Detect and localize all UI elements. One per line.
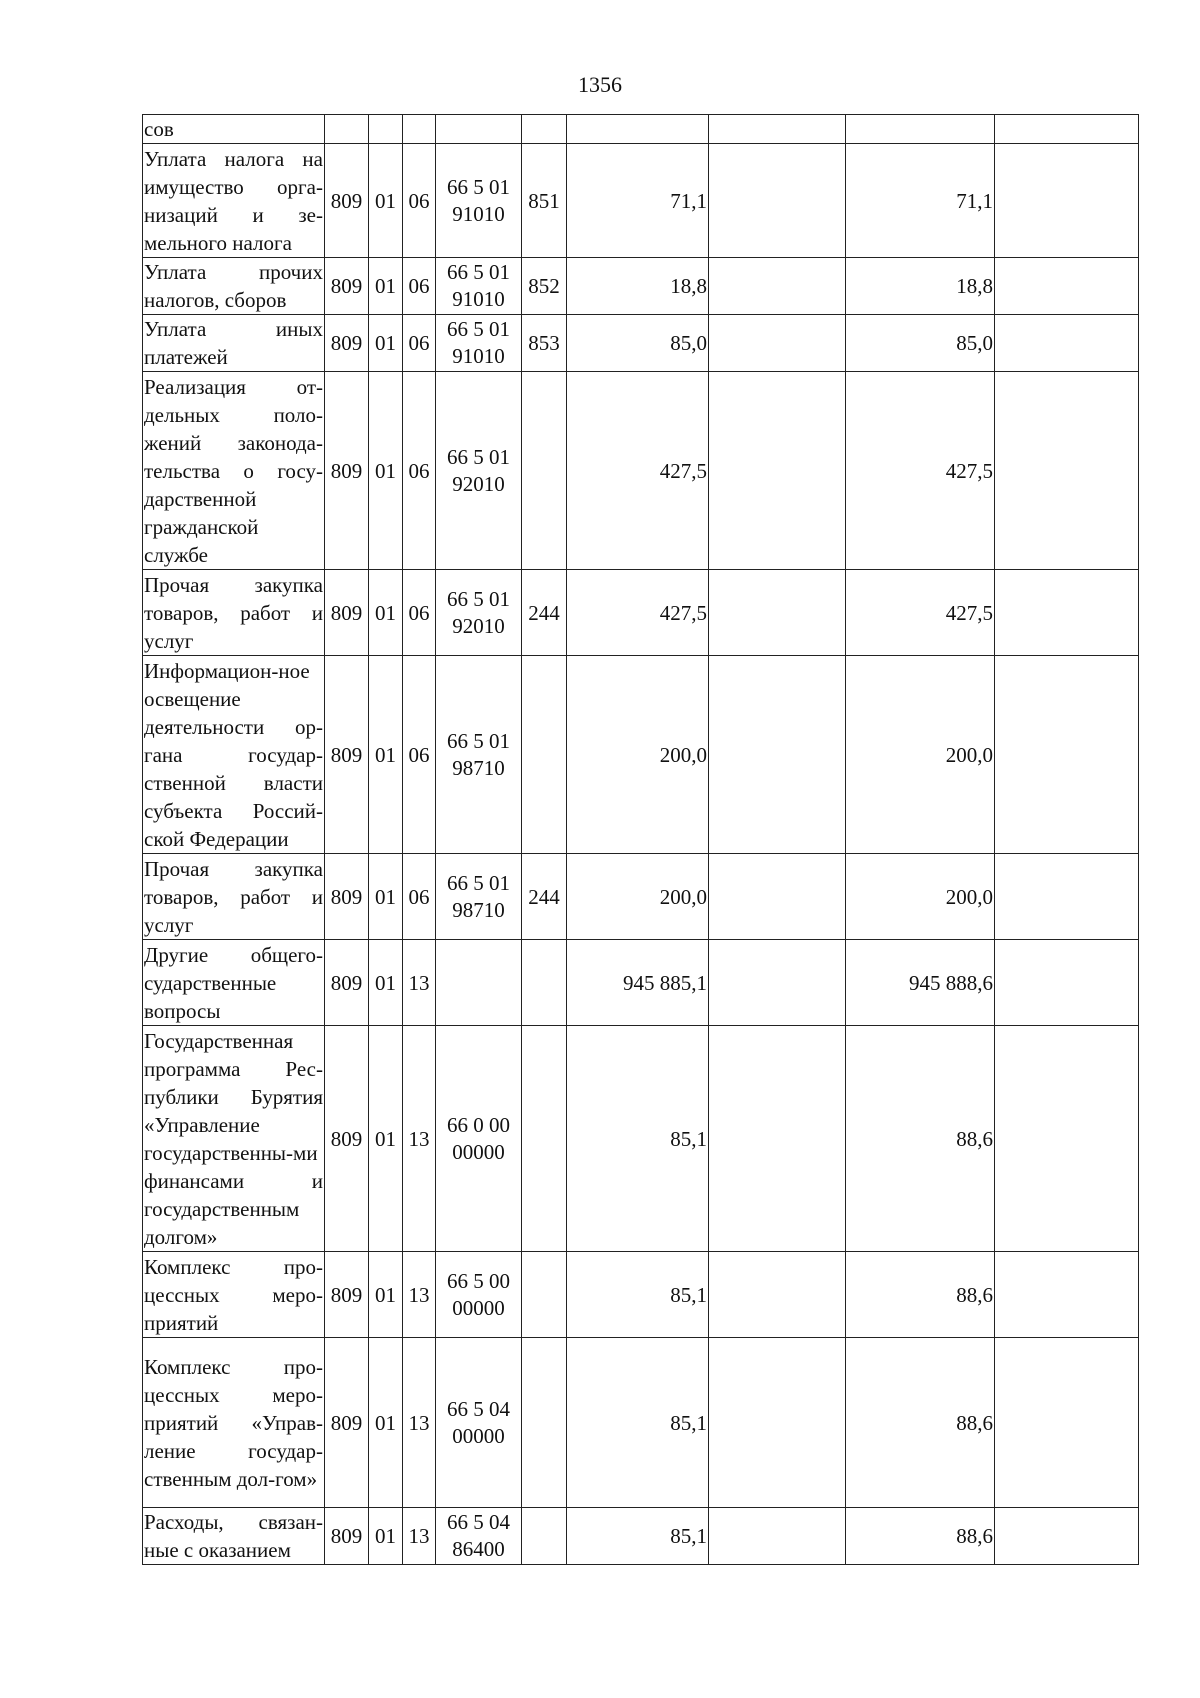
amount-4 [995,315,1139,372]
section-code: 01 [369,656,403,854]
admin-code: 809 [325,940,369,1026]
amount-4 [995,940,1139,1026]
line-item-name: Прочая закупка товаров, работ и услуг [143,854,325,940]
amount-1: 85,1 [567,1026,709,1252]
amount-2 [709,1252,846,1338]
section-code: 01 [369,940,403,1026]
amount-4 [995,372,1139,570]
amount-3: 85,0 [846,315,995,372]
amount-3: 200,0 [846,854,995,940]
section-code: 01 [369,372,403,570]
subsection-code: 13 [403,1508,436,1565]
admin-code: 809 [325,1252,369,1338]
amount-4 [995,144,1139,258]
table-row [143,144,1139,258]
amount-1 [567,115,709,144]
target-article-code: 66 5 01 91010 [436,315,522,372]
admin-code: 809 [325,372,369,570]
admin-code: 809 [325,570,369,656]
table-row [143,258,1139,315]
amount-4 [995,1026,1139,1252]
amount-4 [995,1508,1139,1565]
amount-2 [709,656,846,854]
line-item-name: сов [143,115,325,144]
section-code: 01 [369,1252,403,1338]
section-code: 01 [369,570,403,656]
admin-code: 809 [325,144,369,258]
line-item-name: Другие общего-сударственные вопросы [143,940,325,1026]
table-row [143,372,1139,570]
amount-2 [709,940,846,1026]
line-item-name: Комплекс про-цессных меро-приятий «Управ-ление государ-ственным дол-гом» [143,1338,325,1508]
line-item-name: Комплекс про-цессных меро-приятий [143,1252,325,1338]
table-row [143,940,1139,1026]
target-article-code: 66 5 01 91010 [436,258,522,315]
amount-2 [709,1026,846,1252]
table-row [143,1508,1139,1565]
subsection-code: 13 [403,1338,436,1508]
admin-code: 809 [325,1026,369,1252]
amount-4 [995,854,1139,940]
amount-2 [709,258,846,315]
subsection-code: 06 [403,570,436,656]
line-item-name: Информацион-ное освещение деятельности ор-гана государ-ственной власти субъекта Россий-ской Федерации [143,656,325,854]
amount-1: 427,5 [567,372,709,570]
expense-type-code [522,1508,567,1565]
expense-type-code [522,372,567,570]
subsection-code: 13 [403,1252,436,1338]
target-article-code: 66 0 00 00000 [436,1026,522,1252]
line-item-name: Государственная программа Рес-публики Бурятия «Управление государственны-ми финансами и государственным долгом» [143,1026,325,1252]
section-code: 01 [369,144,403,258]
amount-2 [709,570,846,656]
amount-3: 88,6 [846,1338,995,1508]
amount-3: 945 888,6 [846,940,995,1026]
amount-2 [709,1508,846,1565]
target-article-code: 66 5 01 98710 [436,656,522,854]
admin-code: 809 [325,1508,369,1565]
section-code: 01 [369,854,403,940]
amount-1: 427,5 [567,570,709,656]
target-article-code [436,940,522,1026]
line-item-name: Прочая закупка товаров, работ и услуг [143,570,325,656]
subsection-code: 06 [403,372,436,570]
table-row [143,1026,1139,1252]
section-code: 01 [369,1508,403,1565]
amount-2 [709,315,846,372]
line-item-name: Уплата прочих налогов, сборов [143,258,325,315]
amount-3: 200,0 [846,656,995,854]
amount-1: 945 885,1 [567,940,709,1026]
amount-3: 88,6 [846,1252,995,1338]
admin-code: 809 [325,656,369,854]
expense-type-code [522,1338,567,1508]
amount-1: 71,1 [567,144,709,258]
amount-4 [995,115,1139,144]
amount-4 [995,1338,1139,1508]
amount-1: 85,1 [567,1508,709,1565]
section-code: 01 [369,1026,403,1252]
amount-1: 18,8 [567,258,709,315]
amount-4 [995,258,1139,315]
target-article-code: 66 5 01 92010 [436,372,522,570]
amount-4 [995,656,1139,854]
target-article-code: 66 5 01 91010 [436,144,522,258]
amount-3: 88,6 [846,1026,995,1252]
amount-3 [846,115,995,144]
amount-1: 85,1 [567,1252,709,1338]
line-item-name: Реализация от-дельных поло-жений законода-тельства о госу-дарственной гражданской службе [143,372,325,570]
expense-type-code [522,115,567,144]
expense-type-code: 244 [522,854,567,940]
subsection-code: 06 [403,656,436,854]
amount-3: 88,6 [846,1508,995,1565]
subsection-code: 06 [403,144,436,258]
admin-code: 809 [325,315,369,372]
target-article-code: 66 5 04 00000 [436,1338,522,1508]
amount-2 [709,115,846,144]
expense-type-code: 851 [522,144,567,258]
admin-code: 809 [325,258,369,315]
expense-type-code [522,656,567,854]
amount-3: 71,1 [846,144,995,258]
subsection-code [403,115,436,144]
table-row [143,1252,1139,1338]
expense-type-code: 244 [522,570,567,656]
expense-type-code [522,1252,567,1338]
expense-type-code: 852 [522,258,567,315]
line-item-name: Расходы, связан-ные с оказанием [143,1508,325,1565]
amount-4 [995,570,1139,656]
table-row [143,656,1139,854]
budget-table [142,114,1139,1565]
amount-3: 18,8 [846,258,995,315]
amount-1: 85,0 [567,315,709,372]
subsection-code: 06 [403,315,436,372]
amount-3: 427,5 [846,372,995,570]
amount-4 [995,1252,1139,1338]
subsection-code: 06 [403,258,436,315]
subsection-code: 13 [403,1026,436,1252]
amount-1: 200,0 [567,656,709,854]
amount-2 [709,1338,846,1508]
admin-code: 809 [325,1338,369,1508]
section-code [369,115,403,144]
table-row [143,854,1139,940]
amount-1: 85,1 [567,1338,709,1508]
target-article-code: 66 5 04 86400 [436,1508,522,1565]
line-item-name: Уплата иных платежей [143,315,325,372]
expense-type-code [522,1026,567,1252]
admin-code [325,115,369,144]
table-row [143,1338,1139,1508]
table-body [143,115,1139,1565]
subsection-code: 06 [403,854,436,940]
table-row [143,115,1139,144]
section-code: 01 [369,315,403,372]
expense-type-code [522,940,567,1026]
amount-2 [709,854,846,940]
table-row [143,315,1139,372]
amount-1: 200,0 [567,854,709,940]
expense-type-code: 853 [522,315,567,372]
target-article-code: 66 5 01 92010 [436,570,522,656]
subsection-code: 13 [403,940,436,1026]
target-article-code [436,115,522,144]
amount-3: 427,5 [846,570,995,656]
section-code: 01 [369,258,403,315]
page-number: 1356 [578,72,622,97]
amount-2 [709,372,846,570]
section-code: 01 [369,1338,403,1508]
amount-2 [709,144,846,258]
target-article-code: 66 5 01 98710 [436,854,522,940]
table-row [143,570,1139,656]
admin-code: 809 [325,854,369,940]
line-item-name: Уплата налога на имущество орга-низаций и зе-мельного налога [143,144,325,258]
target-article-code: 66 5 00 00000 [436,1252,522,1338]
